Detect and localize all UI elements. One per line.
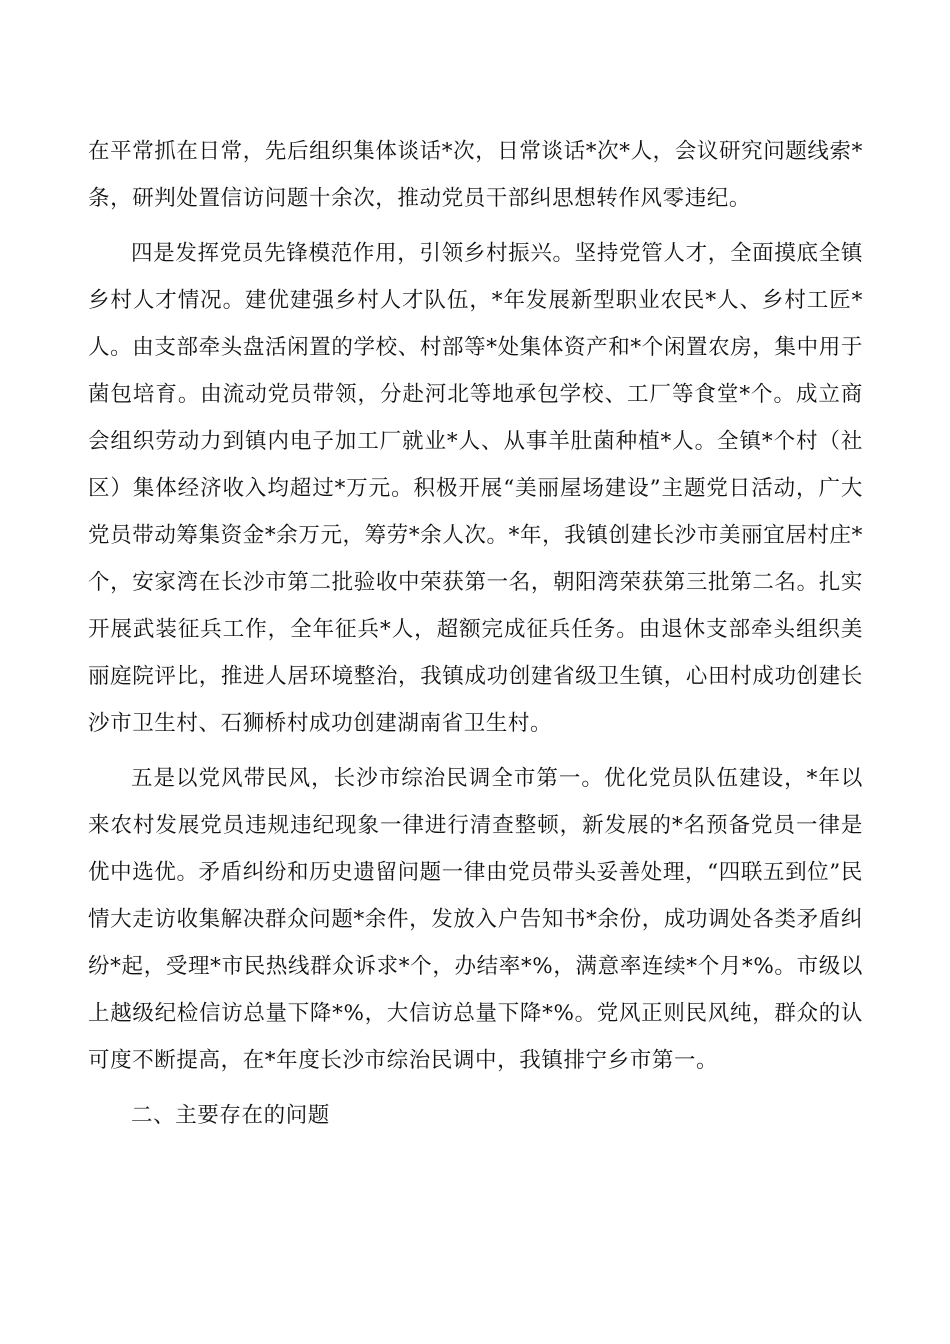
paragraph-continuation: 在平常抓在日常，先后组织集体谈话*次，日常谈话*次*人，会议研究问题线索*条，研判处置信访问题十余次，推动党员干部纠思想转作风零违纪。 (88, 139, 863, 211)
document-page (88, 128, 863, 1139)
paragraph-point-four: 四是发挥党员先锋模范作用，引领乡村振兴。坚持党管人才，全面摸底全镇乡村人才情况。建优建强乡村人才队伍，*年发展新型职业农民*人、乡村工匠*人。由支部牵头盘活闲置的学校、村部等*处集体资产和*个闲置农房，集中用于菌包培育。由流动党员带领，分赴河北等地承包学校、工厂等食堂*个。成立商会组织劳动力到镇内电子加工厂就业*人、从事羊肚菌种植*人。全镇*个村（社区）集体经济收入均超过*万元。积极开展“美丽屋场建设”主题党日活动，广大党员带动筹集资金*余万元，筹劳*余人次。*年，我镇创建长沙市美丽宜居村庄*个，安家湾在长沙市第二批验收中荣获第一名，朝阳湾荣获第三批第二名。扎实开展武装征兵工作，全年征兵*人，超额完成征兵任务。由退休支部牵头组织美丽庭院评比，推进人居环境整治，我镇成功创建省级卫生镇，心田村成功创建长沙市卫生村、石狮桥村成功创建湖南省卫生村。 (88, 241, 863, 736)
paragraph-point-five: 五是以党风带民风，长沙市综治民调全市第一。优化党员队伍建设，*年以来农村发展党员违规违纪现象一律进行清查整顿，新发展的*名预备党员一律是优中选优。矛盾纠纷和历史遗留问题一律由党员带头妥善处理，“四联五到位”民情大走访收集解决群众问题*余件，发放入户告知书*余份，成功调处各类矛盾纠纷*起，受理*市民热线群众诉求*个，办结率*%，满意率连续*个月*%。市级以上越级纪检信访总量下降*%，大信访总量下降*%。党风正则民风纯，群众的认可度不断提高，在*年度长沙市综治民调中，我镇排宁乡市第一。 (88, 766, 863, 1073)
section-heading: 二、主要存在的问题 (131, 1103, 330, 1128)
